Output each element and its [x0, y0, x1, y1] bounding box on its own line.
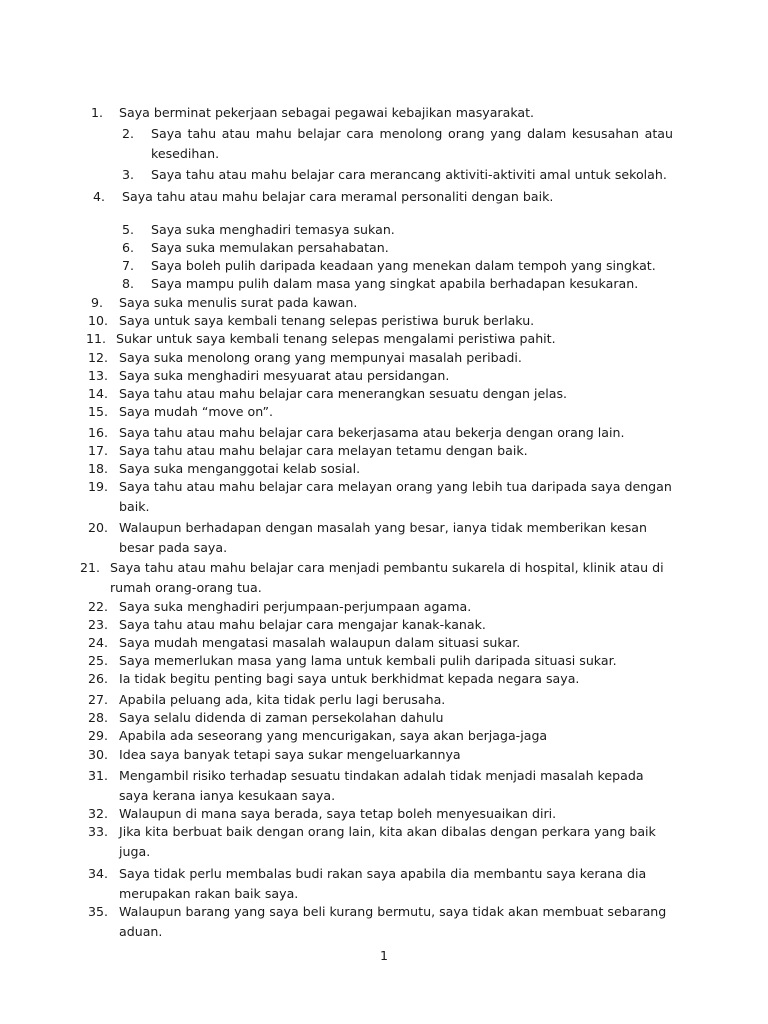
- item-text: Saya berminat pekerjaan sebagai pegawai kebajikan masyarakat.: [119, 105, 535, 120]
- item-number: 31.: [87, 768, 108, 783]
- item-number: 5.: [121, 222, 134, 237]
- item-text: Saya tahu atau mahu belajar cara melayan tetamu dengan baik.: [119, 443, 528, 458]
- item-text: Walaupun barang yang saya beli kurang bermutu, saya tidak akan membuat sebarang: [119, 904, 667, 919]
- item-text: Saya boleh pulih daripada keadaan yang menekan dalam tempoh yang singkat.: [151, 258, 656, 273]
- item-text: Walaupun di mana saya berada, saya tetap boleh menyesuaikan diri.: [119, 806, 557, 821]
- item-text: Ia tidak begitu penting bagi saya untuk berkhidmat kepada negara saya.: [119, 671, 580, 686]
- item-number: 20.: [87, 520, 108, 535]
- item-number: 26.: [87, 671, 108, 686]
- item-text: Saya memerlukan masa yang lama untuk kembali pulih daripada situasi sukar.: [119, 653, 617, 668]
- item-number: 14.: [87, 386, 108, 401]
- item-text: Saya suka memulakan persahabatan.: [151, 240, 389, 255]
- item-text: Saya tahu atau mahu belajar cara menolong orang yang dalam kesusahan atau: [151, 126, 673, 141]
- item-number: 1.: [90, 105, 103, 120]
- item-number: 28.: [87, 710, 108, 725]
- item-text: Saya mudah “move on”.: [119, 404, 274, 419]
- item-text: Saya suka menghadiri mesyuarat atau persidangan.: [119, 368, 450, 383]
- item-number: 27.: [87, 692, 108, 707]
- item-number: 13.: [87, 368, 108, 383]
- item-text: Saya tahu atau mahu belajar cara menerangkan sesuatu dengan jelas.: [119, 386, 568, 401]
- page-number: 1: [379, 948, 388, 963]
- item-text: Apabila ada seseorang yang mencurigakan, saya akan berjaga-jaga: [119, 728, 548, 743]
- item-text: Saya mampu pulih dalam masa yang singkat apabila berhadapan kesukaran.: [151, 276, 639, 291]
- item-text: Saya suka menghadiri temasya sukan.: [151, 222, 395, 237]
- item-number: 9.: [90, 295, 103, 310]
- item-number: 18.: [87, 461, 108, 476]
- item-text: Apabila peluang ada, kita tidak perlu lagi berusaha.: [119, 692, 446, 707]
- item-text: Saya tahu atau mahu belajar cara merancang aktiviti-aktiviti amal untuk sekolah.: [151, 167, 667, 182]
- item-text: Saya tahu atau mahu belajar cara menjadi pembantu sukarela di hospital, klinik atau di: [110, 560, 664, 575]
- item-text-continued: besar pada saya.: [119, 539, 228, 555]
- item-text: Saya untuk saya kembali tenang selepas peristiwa buruk berlaku.: [119, 313, 535, 328]
- item-text-continued: saya kerana ianya kesukaan saya.: [119, 787, 336, 803]
- item-number: 19.: [87, 479, 108, 494]
- item-number: 6.: [121, 240, 134, 255]
- item-number: 35.: [87, 904, 108, 919]
- item-text: Saya tahu atau mahu belajar cara meramal personaliti dengan baik.: [122, 189, 554, 204]
- item-number: 3.: [121, 167, 134, 182]
- item-number: 10.: [87, 313, 108, 328]
- item-number: 30.: [87, 747, 108, 762]
- item-text-continued: merupakan rakan baik saya.: [119, 885, 299, 901]
- item-number: 8.: [121, 276, 134, 291]
- item-number: 12.: [87, 350, 108, 365]
- item-text: Mengambil risiko terhadap sesuatu tindakan adalah tidak menjadi masalah kepada: [119, 768, 644, 783]
- item-number: 33.: [87, 824, 108, 839]
- item-number: 7.: [121, 258, 134, 273]
- item-number: 4.: [92, 189, 105, 204]
- item-text: Saya tahu atau mahu belajar cara melayan orang yang lebih tua daripada saya dengan: [119, 479, 672, 494]
- item-number: 2.: [121, 126, 134, 141]
- item-number: 23.: [87, 617, 108, 632]
- item-text-continued: baik.: [119, 498, 150, 514]
- item-text: Saya tahu atau mahu belajar cara bekerjasama atau bekerja dengan orang lain.: [119, 425, 625, 440]
- item-number: 24.: [87, 635, 108, 650]
- item-text-continued: juga.: [119, 843, 151, 859]
- item-number: 32.: [87, 806, 108, 821]
- item-text: Saya suka menolong orang yang mempunyai masalah peribadi.: [119, 350, 522, 365]
- item-text-continued: kesedihan.: [151, 145, 220, 161]
- item-text: Saya suka menulis surat pada kawan.: [119, 295, 358, 310]
- item-number: 34.: [87, 866, 108, 881]
- item-text: Idea saya banyak tetapi saya sukar mengeluarkannya: [119, 747, 461, 762]
- item-number: 22.: [87, 599, 108, 614]
- item-text: Saya suka menghadiri perjumpaan-perjumpaan agama.: [119, 599, 472, 614]
- item-text-continued: rumah orang-orang tua.: [110, 579, 262, 595]
- item-text: Saya tidak perlu membalas budi rakan saya apabila dia membantu saya kerana dia: [119, 866, 647, 881]
- item-text-continued: aduan.: [119, 923, 163, 939]
- item-text: Walaupun berhadapan dengan masalah yang besar, ianya tidak memberikan kesan: [119, 520, 647, 535]
- item-number: 21.: [79, 560, 100, 575]
- item-number: 25.: [87, 653, 108, 668]
- item-text: Sukar untuk saya kembali tenang selepas mengalami peristiwa pahit.: [116, 331, 556, 346]
- item-text: Jika kita berbuat baik dengan orang lain, kita akan dibalas dengan perkara yang baik: [119, 824, 656, 839]
- item-number: 15.: [87, 404, 108, 419]
- item-text: Saya mudah mengatasi masalah walaupun dalam situasi sukar.: [119, 635, 521, 650]
- item-number: 29.: [87, 728, 108, 743]
- item-text: Saya selalu didenda di zaman persekolahan dahulu: [119, 710, 444, 725]
- item-number: 16.: [87, 425, 108, 440]
- item-text: Saya tahu atau mahu belajar cara mengajar kanak-kanak.: [119, 617, 486, 632]
- item-text: Saya suka menganggotai kelab sosial.: [119, 461, 361, 476]
- item-number: 11.: [85, 331, 106, 346]
- item-number: 17.: [87, 443, 108, 458]
